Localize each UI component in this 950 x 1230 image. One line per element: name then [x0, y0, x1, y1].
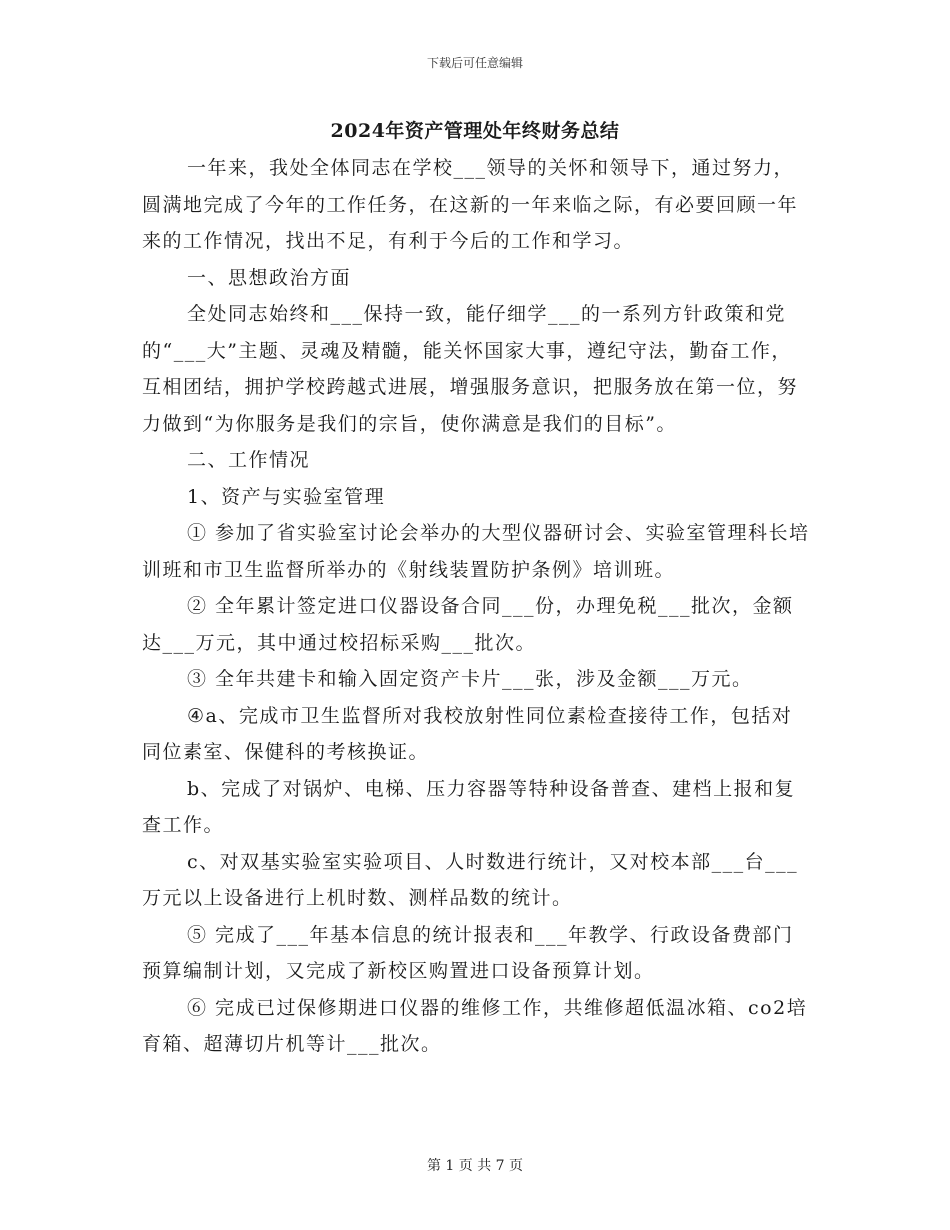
page-number: 第 1 页 共 7 页	[426, 1158, 524, 1174]
page-header-note: 下载后可任意编辑	[426, 56, 523, 70]
paragraph-ideology: 全处同志始终和___保持一致，能仔细学___的一系列方针政策和党的“___大”主题、灵魂及精髓，能关怀国家大事，遵纪守法，勤奋工作，互相团结，拥护学校跨越式进展，增强服务意识，把服务放在第一位，努力做到“为你服务是我们的宗旨，使你满意是我们的目标”。	[142, 303, 799, 435]
list-item-4a: ④a、完成市卫生监督所对我校放射性同位素检查接待工作，包括对同位素室、保健科的考核换证。	[142, 704, 793, 763]
list-item-4c: c、对双基实验室实验项目、人时数进行统计，又对校本部___台___万元以上设备进行上机时数、测样品数的统计。	[142, 850, 799, 909]
subsection-heading-assets: 1、资产与实验室管理	[187, 485, 386, 508]
paragraph-intro: 一年来，我处全体同志在学校___领导的关怀和领导下，通过努力，圆满地完成了今年的工作任务，在这新的一年来临之际，有必要回顾一年来的工作情况，找出不足，有利于今后的工作和学习。	[142, 157, 799, 252]
document-title: 2024年资产管理处年终财务总结	[330, 120, 620, 142]
list-item-1: ① 参加了省实验室讨论会举办的大型仪器研讨会、实验室管理科长培训班和市卫生监督所举办的《射线装置防护条例》培训班。	[142, 522, 810, 581]
section-heading-ideology: 一、思想政治方面	[187, 266, 352, 289]
list-item-3: ③ 全年共建卡和输入固定资产卡片___张，涉及金额___万元。	[187, 668, 753, 690]
list-item-4b: b、完成了对锅炉、电梯、压力容器等特种设备普查、建档上报和复查工作。	[142, 777, 796, 836]
list-item-6: ⑥ 完成已过保修期进口仪器的维修工作，共维修超低温冰箱、co2培育箱、超薄切片机等计___批次。	[142, 996, 808, 1055]
document-body	[142, 150, 812, 1063]
section-heading-work: 二、工作情况	[187, 449, 311, 471]
list-item-5: ⑤ 完成了___年基本信息的统计报表和___年教学、行政设备费部门预算编制计划，又完成了新校区购置进口设备预算计划。	[142, 923, 794, 982]
list-item-2: ② 全年累计签定进口仪器设备合同___份，办理免税___批次，金额达___万元，其中通过校招标采购___批次。	[142, 595, 794, 654]
